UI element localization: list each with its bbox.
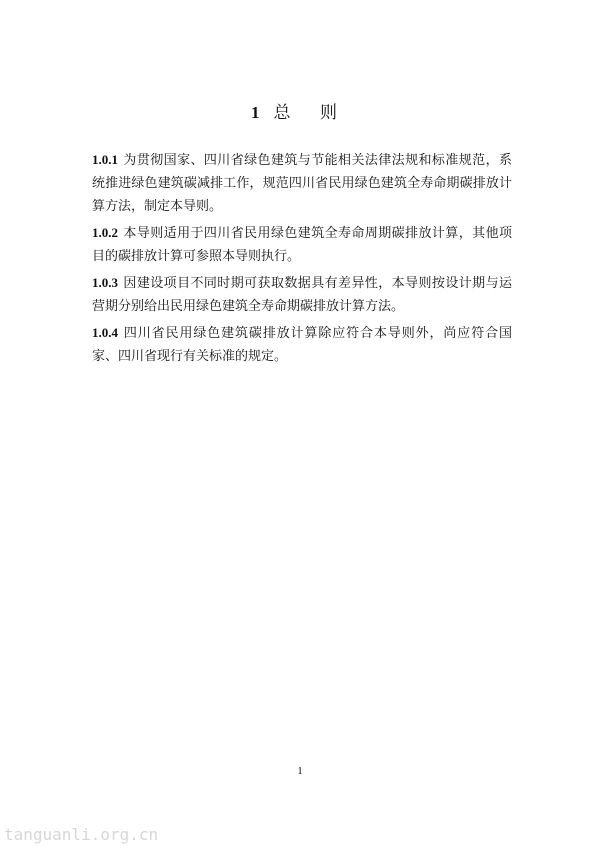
clause-text: 本导则适用于四川省民用绿色建筑全寿命周期碳排放计算，其他项目的碳排放计算可参照本导则执行。 bbox=[92, 226, 512, 264]
watermark: tanguanli.org.cn bbox=[4, 825, 159, 844]
clause-number: 1.0.3 bbox=[92, 275, 118, 290]
clause-text: 因建设项目不同时期可获取数据具有差异性，本导则按设计期与运营期分别给出民用绿色建筑全寿命期碳排放计算方法。 bbox=[92, 276, 512, 314]
chapter-title bbox=[0, 98, 600, 123]
page-number: 1 bbox=[297, 765, 303, 777]
clause-number: 1.0.4 bbox=[92, 325, 118, 340]
clause-1-0-3 bbox=[92, 271, 512, 318]
clause-list bbox=[92, 148, 512, 371]
clause-number: 1.0.1 bbox=[92, 152, 118, 167]
chapter-number: 1 bbox=[251, 103, 260, 122]
clause-1-0-4 bbox=[92, 321, 512, 368]
chapter-title-text: 总 则 bbox=[273, 103, 349, 123]
clause-1-0-1 bbox=[92, 148, 512, 218]
clause-text: 四川省民用绿色建筑碳排放计算除应符合本导则外，尚应符合国家、四川省现行有关标准的规定。 bbox=[92, 326, 512, 364]
clause-text: 为贯彻国家、四川省绿色建筑与节能相关法律法规和标准规范，系统推进绿色建筑碳减排工作，规范四川省民用绿色建筑全寿命期碳排放计算方法，制定本导则。 bbox=[92, 153, 512, 214]
clause-1-0-2 bbox=[92, 221, 512, 268]
clause-number: 1.0.2 bbox=[92, 225, 118, 240]
